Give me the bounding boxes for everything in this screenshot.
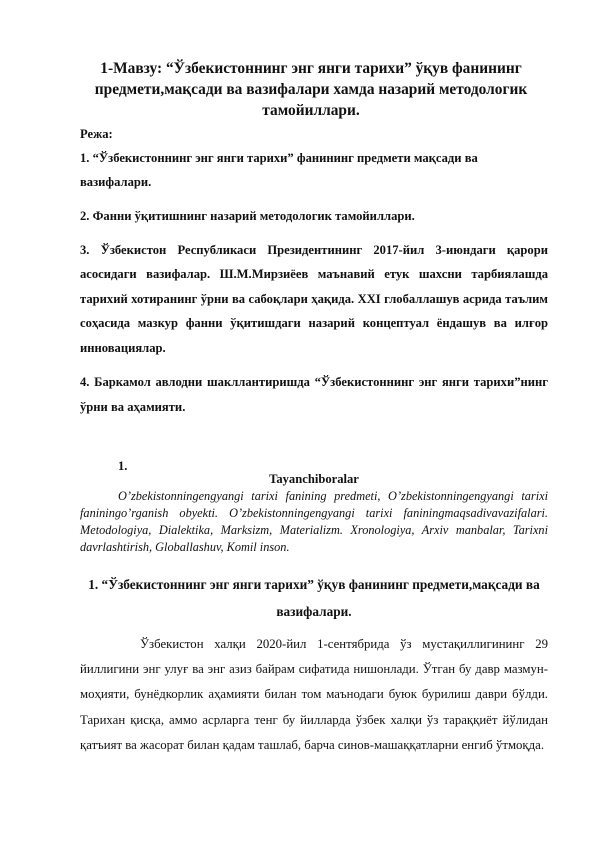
- body-paragraph: Ўзбекистон халқи 2020-йил 1-сентябрида ўз мустақиллигининг 29 йиллигини энг улуғ ва энг азиз байрам сифатида нишонлади. Ўтган бу давр мазмун-моҳияти, бунёдкорлик аҳамияти билан том маънодаги буюк бурилиш даври бўлди. Тарихан қисқа, аммо асрларга тенг бу йилларда ўзбек халқи ўз тараққиёт йўлидан қатъият ва жасорат билан қадам ташлаб, барча синов-машаққатларни енгиб ўтмоқда.: [80, 637, 548, 752]
- section-title: 1. “Ўзбекистоннинг энг янги тарихи” ўқув фанининг предмети,мақсади ва вазифалари.: [88, 577, 540, 619]
- plan-item-3: 3. Ўзбекистон Республикаси Президентининг 2017-йил 3-июндаги қарори асосидаги вазифалар. Ш.М.Мирзиёев маънавий етук шахсни тарбиялашда тарихий хотиранинг ўрни ва сабоқлари ҳақида. XXI глобаллашув асрида таълим соҳасида мазкур фанни ўқитишдаги назарий концептуал ёндашув ва илғор инновациялар.: [80, 243, 548, 355]
- topic-title: 1-Мавзу: “Ўзбекистоннинг энг янги тарихи” ўқув фанининг предмети,мақсади ва вазифалари хамда назарий методологик тамойиллари.: [94, 60, 528, 119]
- plan-label: Режа:: [80, 127, 113, 141]
- keywords-heading: Tayanchiboralar: [269, 472, 359, 486]
- plan-item-1: 1. “Ўзбекистоннинг энг янги тарихи” фанининг предмети мақсади ва вазифалари.: [80, 151, 478, 190]
- list-marker: 1.: [118, 459, 128, 473]
- plan-item-2: 2. Фанни ўқитишнинг назарий методологик тамойиллари.: [80, 209, 415, 223]
- keywords-paragraph: O’zbekistonningengyangi tarixi fanining predmeti, O’zbekistonningengyangi tarixi faniningo’rganish obyekti. O’zbekistonningengyangi tarixi faniningmaqsadivavazifalari. Metodologiya, Dialektika, Marksizm, Materializm. Xronologiya, Arxiv manbalar, Tarixni davrlashtirish, Globallashuv, Komil inson.: [80, 489, 548, 554]
- plan-item-4: 4. Баркамол авлодни шакллантиришда “Ўзбекистоннинг энг янги тарихи”нинг ўрни ва аҳамияти.: [80, 375, 548, 414]
